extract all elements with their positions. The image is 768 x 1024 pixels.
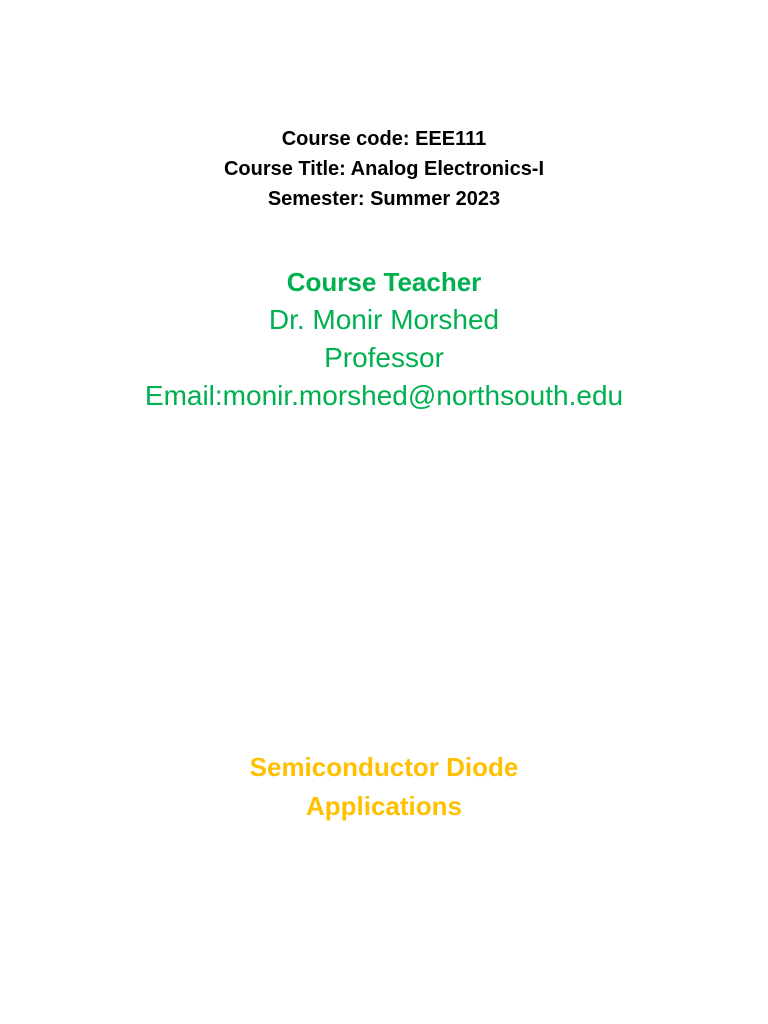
course-info [0, 124, 768, 214]
topic-line-2: Applications [305, 791, 462, 821]
course-teacher-heading: Course Teacher [286, 267, 482, 297]
teacher-designation: Professor [324, 342, 444, 373]
teacher-name: Dr. Monir Morshed [268, 304, 500, 335]
teacher-email: Email:monir.morshed@northsouth.edu [144, 380, 624, 411]
course-code: Course code: EEE111 [281, 128, 487, 150]
topic-line-1: Semiconductor Diode [249, 752, 519, 782]
topic-title [0, 748, 768, 826]
course-teacher-section [0, 263, 768, 415]
course-title: Course Title: Analog Electronics-I [223, 158, 545, 180]
semester: Semester: Summer 2023 [267, 188, 501, 210]
